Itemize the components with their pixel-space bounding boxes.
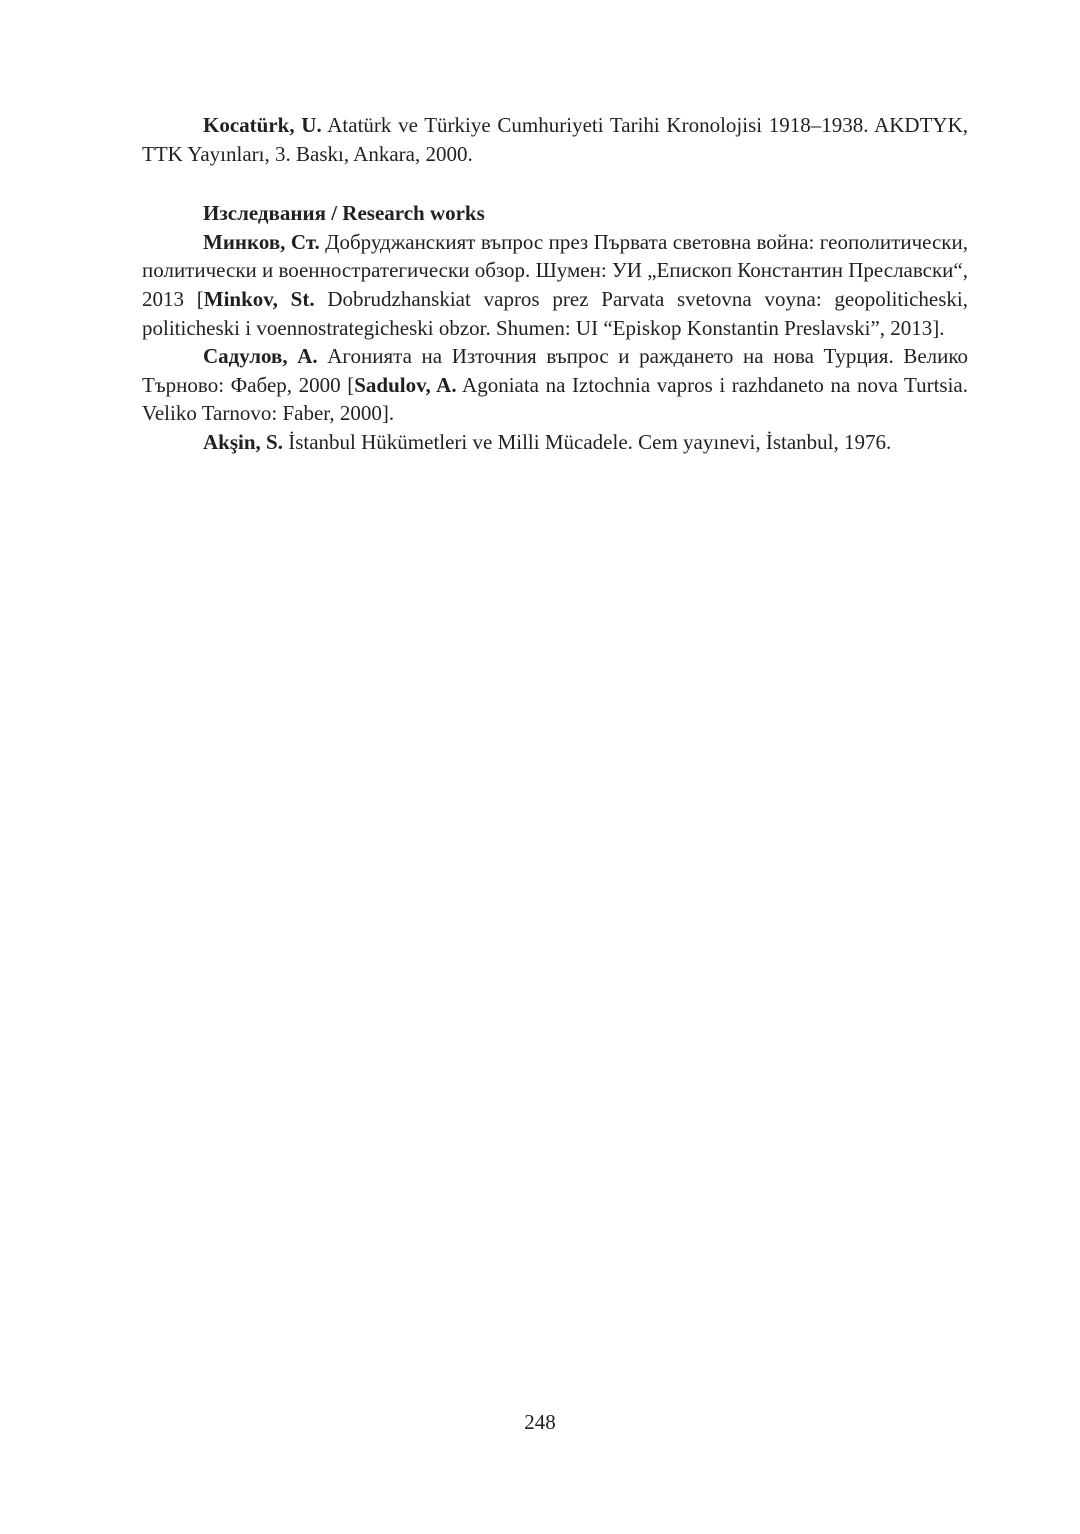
reference-entry-sadulov [142,342,968,428]
reference-text: Добруджанският въпрос през Първата световна война: геополитически, политически и военностратегически обзор. Шумен: УИ „Епископ Константин Преславски“, 2013 [ [142,229,968,311]
section-heading: Изследвания / Research works [203,201,485,226]
reference-translit-author: Minkov, St. [203,286,315,311]
reference-text: Агонията на Източния въпрос и раждането на нова Турция. Велико Търново: Фабер, 2000 [ [142,344,968,397]
reference-text: Atatürk ve Türkiye Cumhuriyeti Tarihi Kronolojisi 1918–1938. AKDTYK, TTK Yayınları, 3. Baskı, Ankara, 2000. [142,113,968,166]
reference-author: Akşin, S. [203,429,283,454]
page-number: 248 [524,1410,556,1434]
reference-author: Садулов, А. [203,344,318,369]
reference-translit-text: Dobrudzhanskiat vapros prez Parvata svetovna voyna: geopoliticheski, politicheski i voennostrategicheski obzor. Shumen: UI “Episkop Konstantin Preslavski”, 2013]. [142,286,968,340]
reference-translit-text: Agoniata na Iztochnia vapros i razhdaneto na nova Turtsia. Veliko Tarnovo: Faber, 2000]. [142,372,968,426]
reference-author: Kocatürk, U. [203,113,322,137]
bibliography [142,111,968,457]
reference-entry-aksin [142,428,968,457]
reference-entry-minkov [142,228,968,342]
reference-author: Минков, Ст. [203,229,320,254]
reference-text: İstanbul Hükümetleri ve Milli Mücadele. Cem yayınevi, İstanbul, 1976. [282,429,892,454]
reference-entry-kocaturk [142,111,968,168]
reference-translit-author: Sadulov, A. [354,372,457,397]
